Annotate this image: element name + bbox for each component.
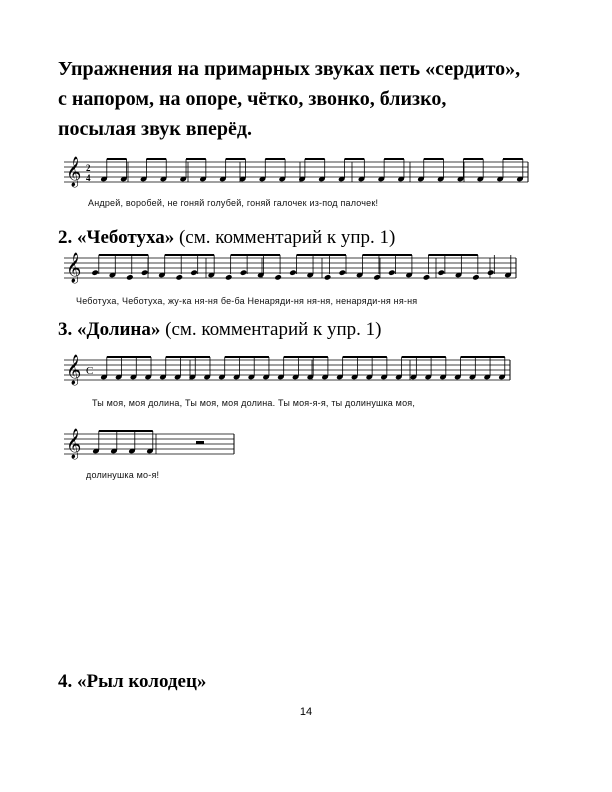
note-head [259, 176, 267, 183]
note-head [457, 176, 465, 183]
note-head [516, 176, 524, 183]
note-head [496, 176, 504, 183]
treble-clef-icon: 𝄞 [66, 355, 82, 385]
note-head [219, 176, 227, 183]
note-head [109, 272, 117, 279]
common-time-icon: C [86, 365, 94, 377]
note-head [190, 269, 198, 276]
note-head [160, 176, 168, 183]
lyrics-exercise-3-line-2: долинушка мо-я! [86, 470, 160, 480]
note-head [146, 448, 154, 455]
note-head [405, 272, 413, 279]
note-head [339, 269, 347, 276]
note-head [351, 374, 359, 381]
note-head [115, 374, 123, 381]
note-head [504, 272, 512, 279]
note-head [128, 448, 136, 455]
exercise-2-note: (см. комментарий к упр. 1) [174, 227, 396, 248]
note-head [203, 374, 211, 381]
note-head [92, 448, 100, 455]
note-head [423, 274, 431, 281]
note-head [321, 374, 329, 381]
note-head [397, 176, 405, 183]
note-head [477, 176, 485, 183]
note-head [100, 176, 108, 183]
exercise-3-heading [58, 318, 382, 342]
note-head [487, 269, 495, 276]
note-head [126, 274, 134, 281]
exercise-2-title: 2. «Чеботуха» [58, 227, 175, 248]
page-number: 14 [299, 706, 313, 718]
note-head [395, 374, 403, 381]
note-head [454, 374, 462, 381]
note-head [307, 374, 315, 381]
note-head [469, 374, 477, 381]
exercise-4-heading [58, 670, 206, 694]
note-head [378, 176, 386, 183]
treble-clef-icon: 𝄞 [66, 157, 82, 187]
note-head [159, 374, 167, 381]
note-head [292, 374, 300, 381]
note-head [437, 176, 445, 183]
note-head [277, 374, 285, 381]
note-head [141, 269, 149, 276]
note-head [289, 269, 297, 276]
note-head [278, 176, 286, 183]
note-head [91, 269, 99, 276]
exercise-2-heading [58, 226, 395, 250]
note-head [498, 374, 506, 381]
note-head [388, 269, 396, 276]
note-head [189, 374, 197, 381]
note-head [174, 374, 182, 381]
note-head [140, 176, 148, 183]
note-head [100, 374, 108, 381]
note-head [110, 448, 118, 455]
time-signature-top: 2 [86, 163, 91, 173]
note-head [336, 374, 344, 381]
exercise-3-note: (см. комментарий к упр. 1) [160, 319, 382, 340]
note-head [262, 374, 270, 381]
exercise-3-title: 3. «Долина» [58, 319, 161, 340]
note-head [225, 274, 233, 281]
note-head [298, 176, 306, 183]
note-head [120, 176, 128, 183]
intro-paragraph: Упражнения на примарных звуках петь «сердито», с напором, на опоре, чётко, звонко, близко, посылая звук вперёд. [58, 58, 521, 140]
exercise-4-title: 4. «Рыл колодец» [58, 671, 207, 692]
note-head [239, 176, 247, 183]
note-head [318, 176, 326, 183]
note-head [439, 374, 447, 381]
note-head [472, 274, 480, 281]
note-head [417, 176, 425, 183]
time-signature-bottom: 4 [86, 173, 91, 183]
note-head [306, 272, 314, 279]
note-head [380, 374, 388, 381]
note-head [483, 374, 491, 381]
note-head [199, 176, 207, 183]
note-head [358, 176, 366, 183]
note-head [366, 374, 374, 381]
lyrics-exercise-3-line-1: Ты моя, моя долина, Ты моя, моя долина. Ты моя-я-я, ты долинушка моя, [92, 398, 416, 408]
treble-clef-icon: 𝄞 [66, 253, 82, 283]
note-head [158, 272, 166, 279]
note-head [425, 374, 433, 381]
note-head [356, 272, 364, 279]
note-head [218, 374, 226, 381]
note-head [144, 374, 152, 381]
note-head [437, 269, 445, 276]
lyrics-exercise-1: Андрей, воробей, не гоняй голубей, гоняй галочек из-под палочек! [88, 198, 379, 208]
rest-icon [196, 441, 204, 444]
note-head [175, 274, 183, 281]
note-head [248, 374, 256, 381]
note-head [324, 274, 332, 281]
note-head [208, 272, 216, 279]
treble-clef-icon: 𝄞 [66, 429, 82, 459]
lyrics-exercise-2: Чеботуха, Чеботуха, жу-ка ня-ня бе-ба Ненаряди-ня ня-ня, ненаряди-ня ня-ня [76, 296, 418, 306]
note-head [373, 274, 381, 281]
note-head [338, 176, 346, 183]
note-head [410, 374, 418, 381]
note-head [455, 272, 463, 279]
note-head [130, 374, 138, 381]
note-head [257, 272, 265, 279]
note-head [179, 176, 187, 183]
note-head [233, 374, 241, 381]
note-head [274, 274, 282, 281]
note-head [240, 269, 248, 276]
